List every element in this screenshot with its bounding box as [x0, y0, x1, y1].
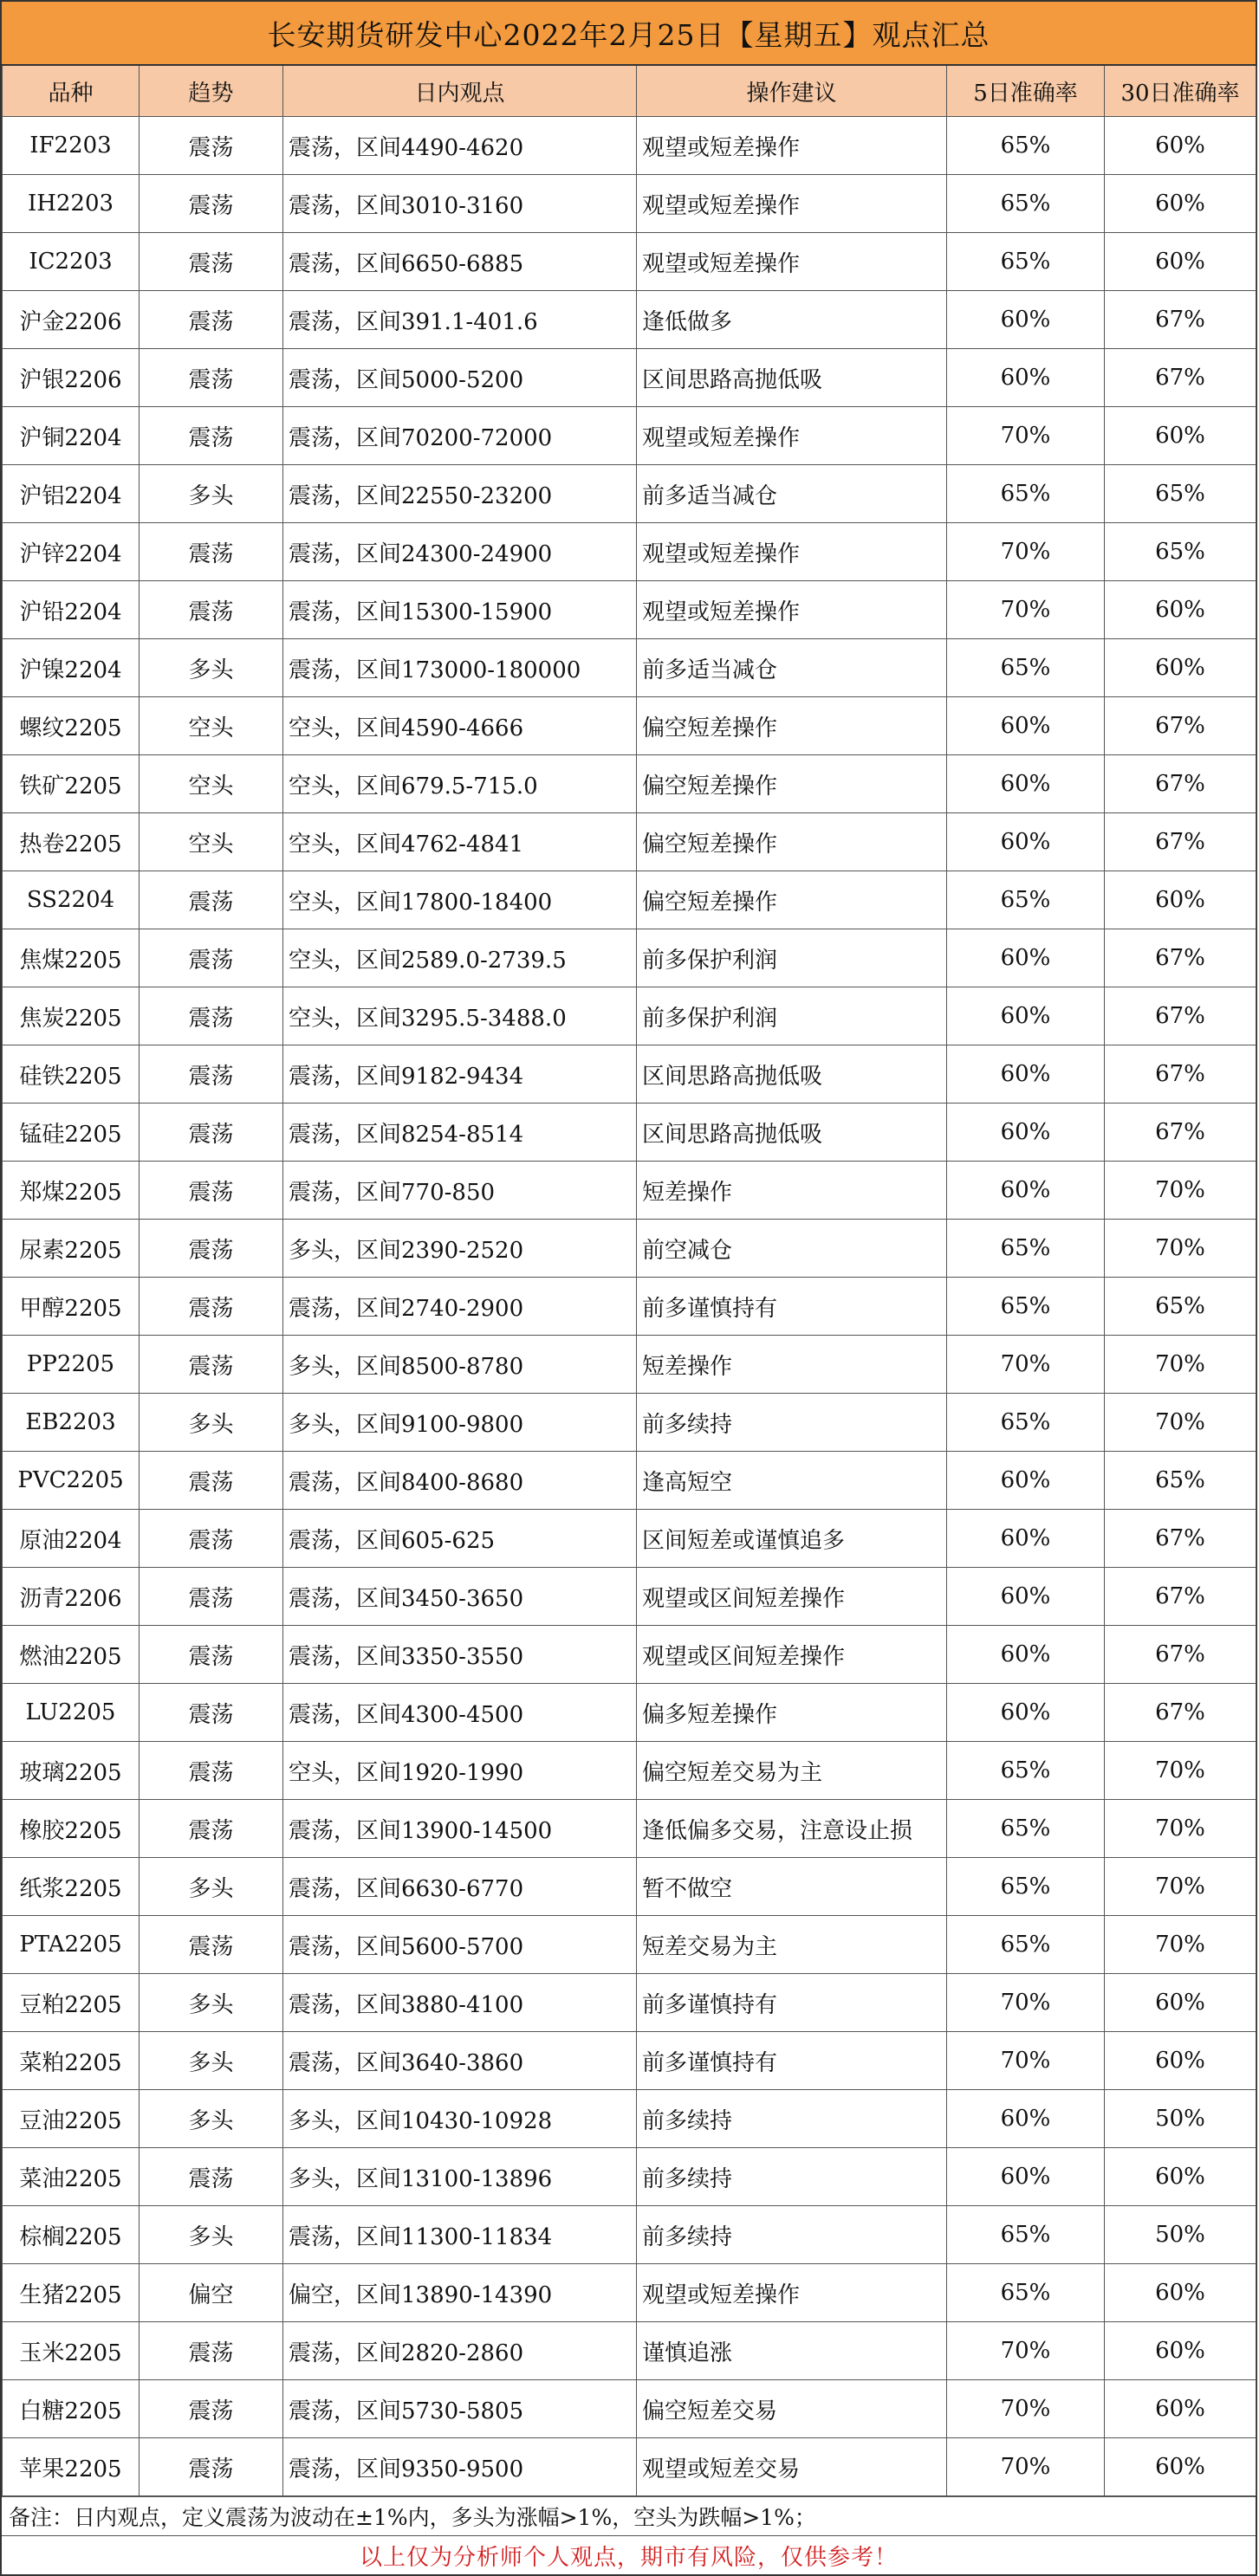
cell-variety: PVC2205	[3, 1452, 140, 1510]
cell-variety: 豆粕2205	[3, 1974, 140, 2032]
cell-5day-accuracy: 60%	[947, 1510, 1105, 1568]
cell-intraday-view: 空头，区间4762-4841	[283, 813, 637, 871]
cell-5day-accuracy: 60%	[947, 1045, 1105, 1104]
table-row	[3, 1568, 1256, 1626]
cell-intraday-view: 震荡，区间391.1-401.6	[283, 291, 637, 349]
cell-30day-accuracy: 70%	[1105, 1336, 1256, 1394]
cell-trend: 震荡	[140, 1278, 283, 1336]
table-row	[3, 1916, 1256, 1974]
cell-trend: 震荡	[140, 2380, 283, 2438]
cell-trend: 震荡	[140, 1045, 283, 1104]
cell-intraday-view: 震荡，区间8400-8680	[283, 1452, 637, 1510]
cell-suggestion: 偏空短差操作	[637, 755, 947, 813]
cell-5day-accuracy: 65%	[947, 1800, 1105, 1858]
cell-5day-accuracy: 60%	[947, 987, 1105, 1045]
cell-30day-accuracy: 67%	[1105, 813, 1256, 871]
cell-5day-accuracy: 60%	[947, 2090, 1105, 2148]
cell-30day-accuracy: 70%	[1105, 1858, 1256, 1916]
cell-variety: EB2203	[3, 1394, 140, 1452]
cell-30day-accuracy: 70%	[1105, 1742, 1256, 1800]
cell-5day-accuracy: 70%	[947, 581, 1105, 639]
cell-30day-accuracy: 67%	[1105, 349, 1256, 407]
cell-variety: 菜粕2205	[3, 2032, 140, 2090]
header-trend: 趋势	[140, 66, 283, 117]
cell-trend: 震荡	[140, 1336, 283, 1394]
cell-variety: 沪镍2204	[3, 639, 140, 697]
cell-suggestion: 前多续持	[637, 2090, 947, 2148]
table-row	[3, 2322, 1256, 2380]
cell-trend: 震荡	[140, 2438, 283, 2496]
cell-intraday-view: 震荡，区间6630-6770	[283, 1858, 637, 1916]
cell-intraday-view: 偏空，区间13890-14390	[283, 2264, 637, 2322]
cell-intraday-view: 震荡，区间3010-3160	[283, 175, 637, 233]
cell-30day-accuracy: 67%	[1105, 1568, 1256, 1626]
table-row	[3, 2438, 1256, 2496]
header-5day-accuracy: 5日准确率	[947, 66, 1105, 117]
cell-trend: 震荡	[140, 1742, 283, 1800]
cell-5day-accuracy: 70%	[947, 2322, 1105, 2380]
cell-5day-accuracy: 65%	[947, 117, 1105, 175]
cell-suggestion: 观望或短差交易	[637, 2438, 947, 2496]
cell-variety: 沪铝2204	[3, 465, 140, 523]
cell-suggestion: 偏空短差交易为主	[637, 1742, 947, 1800]
cell-variety: 螺纹2205	[3, 697, 140, 755]
cell-30day-accuracy: 60%	[1105, 2380, 1256, 2438]
table-row	[3, 117, 1256, 175]
table-row	[3, 1162, 1256, 1220]
cell-intraday-view: 空头，区间2589.0-2739.5	[283, 929, 637, 987]
cell-30day-accuracy: 67%	[1105, 291, 1256, 349]
cell-variety: 橡胶2205	[3, 1800, 140, 1858]
cell-intraday-view: 空头，区间679.5-715.0	[283, 755, 637, 813]
views-table	[2, 66, 1256, 2496]
cell-5day-accuracy: 65%	[947, 2206, 1105, 2264]
cell-5day-accuracy: 65%	[947, 1858, 1105, 1916]
cell-variety: 尿素2205	[3, 1220, 140, 1278]
cell-30day-accuracy: 60%	[1105, 2148, 1256, 2206]
cell-suggestion: 逢高短空	[637, 1452, 947, 1510]
cell-intraday-view: 震荡，区间5600-5700	[283, 1916, 637, 1974]
cell-30day-accuracy: 50%	[1105, 2206, 1256, 2264]
cell-intraday-view: 震荡，区间11300-11834	[283, 2206, 637, 2264]
cell-trend: 震荡	[140, 1162, 283, 1220]
cell-variety: LU2205	[3, 1684, 140, 1742]
cell-intraday-view: 震荡，区间4490-4620	[283, 117, 637, 175]
cell-trend: 震荡	[140, 117, 283, 175]
cell-suggestion: 偏空短差操作	[637, 813, 947, 871]
cell-variety: 热卷2205	[3, 813, 140, 871]
cell-suggestion: 逢低做多	[637, 291, 947, 349]
cell-intraday-view: 多头，区间10430-10928	[283, 2090, 637, 2148]
cell-5day-accuracy: 60%	[947, 755, 1105, 813]
header-intraday-view: 日内观点	[283, 66, 637, 117]
cell-suggestion: 观望或短差操作	[637, 175, 947, 233]
cell-variety: IH2203	[3, 175, 140, 233]
table-row	[3, 2032, 1256, 2090]
cell-variety: 沪金2206	[3, 291, 140, 349]
cell-suggestion: 前多保护利润	[637, 987, 947, 1045]
table-row	[3, 465, 1256, 523]
cell-trend: 震荡	[140, 1800, 283, 1858]
cell-30day-accuracy: 50%	[1105, 2090, 1256, 2148]
cell-suggestion: 区间思路高抛低吸	[637, 1104, 947, 1162]
cell-5day-accuracy: 70%	[947, 2438, 1105, 2496]
table-row	[3, 2148, 1256, 2206]
table-row	[3, 813, 1256, 871]
cell-variety: 生猪2205	[3, 2264, 140, 2322]
cell-5day-accuracy: 60%	[947, 349, 1105, 407]
cell-5day-accuracy: 60%	[947, 697, 1105, 755]
cell-intraday-view: 震荡，区间3450-3650	[283, 1568, 637, 1626]
cell-intraday-view: 震荡，区间8254-8514	[283, 1104, 637, 1162]
cell-variety: 沪铜2204	[3, 407, 140, 465]
table-row	[3, 2090, 1256, 2148]
cell-30day-accuracy: 60%	[1105, 2264, 1256, 2322]
table-row	[3, 1278, 1256, 1336]
cell-suggestion: 前多保护利润	[637, 929, 947, 987]
cell-variety: 菜油2205	[3, 2148, 140, 2206]
cell-trend: 多头	[140, 2032, 283, 2090]
table-row	[3, 2264, 1256, 2322]
cell-30day-accuracy: 67%	[1105, 755, 1256, 813]
cell-5day-accuracy: 70%	[947, 2380, 1105, 2438]
table-row	[3, 291, 1256, 349]
cell-variety: PP2205	[3, 1336, 140, 1394]
cell-intraday-view: 震荡，区间3640-3860	[283, 2032, 637, 2090]
cell-30day-accuracy: 60%	[1105, 2322, 1256, 2380]
cell-variety: 焦煤2205	[3, 929, 140, 987]
cell-intraday-view: 震荡，区间9182-9434	[283, 1045, 637, 1104]
cell-30day-accuracy: 65%	[1105, 465, 1256, 523]
table-row	[3, 1452, 1256, 1510]
cell-variety: 棕榈2205	[3, 2206, 140, 2264]
table-row	[3, 407, 1256, 465]
cell-suggestion: 观望或区间短差操作	[637, 1626, 947, 1684]
table-row	[3, 929, 1256, 987]
cell-variety: 硅铁2205	[3, 1045, 140, 1104]
cell-30day-accuracy: 70%	[1105, 1916, 1256, 1974]
cell-intraday-view: 多头，区间8500-8780	[283, 1336, 637, 1394]
cell-5day-accuracy: 65%	[947, 639, 1105, 697]
cell-30day-accuracy: 67%	[1105, 1510, 1256, 1568]
table-row	[3, 175, 1256, 233]
cell-trend: 多头	[140, 1394, 283, 1452]
cell-variety: 玻璃2205	[3, 1742, 140, 1800]
cell-intraday-view: 多头，区间13100-13896	[283, 2148, 637, 2206]
cell-intraday-view: 震荡，区间15300-15900	[283, 581, 637, 639]
cell-30day-accuracy: 67%	[1105, 987, 1256, 1045]
table-row	[3, 581, 1256, 639]
table-row	[3, 1684, 1256, 1742]
cell-trend: 多头	[140, 639, 283, 697]
cell-30day-accuracy: 67%	[1105, 1045, 1256, 1104]
table-row	[3, 233, 1256, 291]
cell-30day-accuracy: 67%	[1105, 1684, 1256, 1742]
cell-30day-accuracy: 60%	[1105, 639, 1256, 697]
cell-intraday-view: 震荡，区间9350-9500	[283, 2438, 637, 2496]
cell-5day-accuracy: 65%	[947, 2264, 1105, 2322]
cell-intraday-view: 震荡，区间605-625	[283, 1510, 637, 1568]
cell-trend: 震荡	[140, 1626, 283, 1684]
cell-variety: 白糖2205	[3, 2380, 140, 2438]
table-row	[3, 639, 1256, 697]
cell-suggestion: 偏空短差操作	[637, 871, 947, 929]
cell-intraday-view: 震荡，区间6650-6885	[283, 233, 637, 291]
cell-intraday-view: 震荡，区间24300-24900	[283, 523, 637, 581]
cell-variety: 沪银2206	[3, 349, 140, 407]
cell-30day-accuracy: 60%	[1105, 581, 1256, 639]
cell-variety: SS2204	[3, 871, 140, 929]
header-row	[3, 66, 1256, 117]
cell-suggestion: 观望或短差操作	[637, 2264, 947, 2322]
cell-suggestion: 观望或短差操作	[637, 523, 947, 581]
cell-variety: 锰硅2205	[3, 1104, 140, 1162]
report-title: 长安期货研发中心2022年2月25日【星期五】观点汇总	[2, 0, 1256, 66]
cell-intraday-view: 空头，区间17800-18400	[283, 871, 637, 929]
cell-30day-accuracy: 70%	[1105, 1394, 1256, 1452]
table-row	[3, 2380, 1256, 2438]
cell-intraday-view: 震荡，区间5000-5200	[283, 349, 637, 407]
header-suggestion: 操作建议	[637, 66, 947, 117]
cell-trend: 震荡	[140, 1568, 283, 1626]
cell-trend: 震荡	[140, 407, 283, 465]
cell-5day-accuracy: 65%	[947, 1916, 1105, 1974]
cell-variety: 铁矿2205	[3, 755, 140, 813]
cell-variety: 玉米2205	[3, 2322, 140, 2380]
cell-suggestion: 前多谨慎持有	[637, 1974, 947, 2032]
table-row	[3, 1742, 1256, 1800]
table-row	[3, 1394, 1256, 1452]
cell-variety: 沪锌2204	[3, 523, 140, 581]
cell-30day-accuracy: 60%	[1105, 175, 1256, 233]
cell-30day-accuracy: 60%	[1105, 2032, 1256, 2090]
table-row	[3, 1974, 1256, 2032]
cell-5day-accuracy: 70%	[947, 1974, 1105, 2032]
cell-trend: 震荡	[140, 581, 283, 639]
cell-30day-accuracy: 60%	[1105, 871, 1256, 929]
cell-trend: 多头	[140, 2206, 283, 2264]
table-row	[3, 1045, 1256, 1104]
cell-variety: 苹果2205	[3, 2438, 140, 2496]
cell-trend: 震荡	[140, 2148, 283, 2206]
cell-variety: PTA2205	[3, 1916, 140, 1974]
cell-suggestion: 前多适当减仓	[637, 465, 947, 523]
cell-trend: 空头	[140, 813, 283, 871]
table-row	[3, 871, 1256, 929]
cell-trend: 多头	[140, 2090, 283, 2148]
cell-5day-accuracy: 70%	[947, 407, 1105, 465]
table-row	[3, 349, 1256, 407]
cell-trend: 震荡	[140, 523, 283, 581]
cell-intraday-view: 多头，区间2390-2520	[283, 1220, 637, 1278]
cell-suggestion: 前多谨慎持有	[637, 2032, 947, 2090]
cell-5day-accuracy: 70%	[947, 2032, 1105, 2090]
cell-5day-accuracy: 60%	[947, 1104, 1105, 1162]
cell-5day-accuracy: 60%	[947, 929, 1105, 987]
cell-30day-accuracy: 67%	[1105, 929, 1256, 987]
cell-suggestion: 前空减仓	[637, 1220, 947, 1278]
cell-suggestion: 偏空短差交易	[637, 2380, 947, 2438]
cell-suggestion: 短差操作	[637, 1336, 947, 1394]
cell-intraday-view: 震荡，区间2820-2860	[283, 2322, 637, 2380]
cell-suggestion: 区间思路高抛低吸	[637, 349, 947, 407]
cell-trend: 震荡	[140, 871, 283, 929]
cell-intraday-view: 空头，区间4590-4666	[283, 697, 637, 755]
cell-suggestion: 前多续持	[637, 2148, 947, 2206]
cell-trend: 震荡	[140, 1104, 283, 1162]
cell-30day-accuracy: 70%	[1105, 1800, 1256, 1858]
cell-trend: 震荡	[140, 291, 283, 349]
cell-trend: 震荡	[140, 1510, 283, 1568]
cell-suggestion: 偏多短差操作	[637, 1684, 947, 1742]
cell-intraday-view: 震荡，区间770-850	[283, 1162, 637, 1220]
cell-trend: 震荡	[140, 2322, 283, 2380]
footnote: 备注：日内观点，定义震荡为波动在±1%内，多头为涨幅>1%，空头为跌幅>1%；	[2, 2496, 1256, 2536]
table-row	[3, 2206, 1256, 2264]
cell-5day-accuracy: 65%	[947, 465, 1105, 523]
cell-suggestion: 区间短差或谨慎追多	[637, 1510, 947, 1568]
cell-30day-accuracy: 65%	[1105, 523, 1256, 581]
cell-5day-accuracy: 65%	[947, 1394, 1105, 1452]
cell-suggestion: 观望或短差操作	[637, 233, 947, 291]
cell-trend: 空头	[140, 697, 283, 755]
cell-intraday-view: 震荡，区间3350-3550	[283, 1626, 637, 1684]
cell-suggestion: 观望或区间短差操作	[637, 1568, 947, 1626]
cell-variety: 甲醇2205	[3, 1278, 140, 1336]
cell-trend: 多头	[140, 1974, 283, 2032]
cell-trend: 震荡	[140, 1220, 283, 1278]
cell-5day-accuracy: 60%	[947, 2148, 1105, 2206]
cell-30day-accuracy: 70%	[1105, 1220, 1256, 1278]
cell-trend: 震荡	[140, 175, 283, 233]
cell-30day-accuracy: 65%	[1105, 1278, 1256, 1336]
cell-suggestion: 观望或短差操作	[637, 581, 947, 639]
cell-suggestion: 前多适当减仓	[637, 639, 947, 697]
cell-trend: 多头	[140, 465, 283, 523]
cell-5day-accuracy: 60%	[947, 1162, 1105, 1220]
cell-5day-accuracy: 65%	[947, 1278, 1105, 1336]
cell-5day-accuracy: 60%	[947, 813, 1105, 871]
cell-suggestion: 短差操作	[637, 1162, 947, 1220]
cell-intraday-view: 空头，区间1920-1990	[283, 1742, 637, 1800]
cell-suggestion: 前多续持	[637, 2206, 947, 2264]
cell-suggestion: 观望或短差操作	[637, 407, 947, 465]
cell-5day-accuracy: 65%	[947, 1220, 1105, 1278]
table-row	[3, 1510, 1256, 1568]
table-row	[3, 987, 1256, 1045]
cell-30day-accuracy: 67%	[1105, 1104, 1256, 1162]
cell-variety: 燃油2205	[3, 1626, 140, 1684]
table-row	[3, 1220, 1256, 1278]
cell-trend: 空头	[140, 755, 283, 813]
cell-30day-accuracy: 60%	[1105, 1974, 1256, 2032]
cell-suggestion: 观望或短差操作	[637, 117, 947, 175]
cell-intraday-view: 震荡，区间3880-4100	[283, 1974, 637, 2032]
cell-5day-accuracy: 65%	[947, 175, 1105, 233]
cell-intraday-view: 空头，区间3295.5-3488.0	[283, 987, 637, 1045]
cell-trend: 偏空	[140, 2264, 283, 2322]
cell-variety: 豆油2205	[3, 2090, 140, 2148]
disclaimer: 以上仅为分析师个人观点，期市有风险，仅供参考！	[2, 2536, 1256, 2576]
cell-30day-accuracy: 65%	[1105, 1452, 1256, 1510]
cell-variety: 焦炭2205	[3, 987, 140, 1045]
header-variety: 品种	[3, 66, 140, 117]
cell-trend: 震荡	[140, 349, 283, 407]
table-row	[3, 1858, 1256, 1916]
cell-trend: 多头	[140, 1858, 283, 1916]
cell-trend: 震荡	[140, 233, 283, 291]
table-body	[3, 117, 1256, 2496]
table-row	[3, 1104, 1256, 1162]
cell-5day-accuracy: 65%	[947, 1742, 1105, 1800]
cell-5day-accuracy: 60%	[947, 1626, 1105, 1684]
cell-30day-accuracy: 60%	[1105, 2438, 1256, 2496]
cell-intraday-view: 震荡，区间2740-2900	[283, 1278, 637, 1336]
cell-30day-accuracy: 60%	[1105, 117, 1256, 175]
cell-intraday-view: 震荡，区间13900-14500	[283, 1800, 637, 1858]
cell-suggestion: 偏空短差操作	[637, 697, 947, 755]
header-30day-accuracy: 30日准确率	[1105, 66, 1256, 117]
cell-intraday-view: 多头，区间9100-9800	[283, 1394, 637, 1452]
cell-trend: 震荡	[140, 929, 283, 987]
cell-variety: IF2203	[3, 117, 140, 175]
table-row	[3, 1336, 1256, 1394]
cell-5day-accuracy: 60%	[947, 291, 1105, 349]
cell-5day-accuracy: 65%	[947, 233, 1105, 291]
cell-variety: 郑煤2205	[3, 1162, 140, 1220]
cell-30day-accuracy: 67%	[1105, 697, 1256, 755]
cell-suggestion: 前多谨慎持有	[637, 1278, 947, 1336]
cell-5day-accuracy: 70%	[947, 523, 1105, 581]
cell-5day-accuracy: 60%	[947, 1568, 1105, 1626]
table-row	[3, 1800, 1256, 1858]
cell-30day-accuracy: 60%	[1105, 407, 1256, 465]
cell-variety: 原油2204	[3, 1510, 140, 1568]
cell-suggestion: 逢低偏多交易，注意设止损	[637, 1800, 947, 1858]
cell-intraday-view: 震荡，区间4300-4500	[283, 1684, 637, 1742]
cell-variety: IC2203	[3, 233, 140, 291]
cell-intraday-view: 震荡，区间22550-23200	[283, 465, 637, 523]
cell-intraday-view: 震荡，区间5730-5805	[283, 2380, 637, 2438]
cell-variety: 沪铅2204	[3, 581, 140, 639]
cell-5day-accuracy: 60%	[947, 1684, 1105, 1742]
table-row	[3, 755, 1256, 813]
cell-suggestion: 短差交易为主	[637, 1916, 947, 1974]
cell-30day-accuracy: 70%	[1105, 1162, 1256, 1220]
cell-trend: 震荡	[140, 987, 283, 1045]
table-row	[3, 1626, 1256, 1684]
table-row	[3, 697, 1256, 755]
cell-suggestion: 暂不做空	[637, 1858, 947, 1916]
cell-variety: 沥青2206	[3, 1568, 140, 1626]
cell-intraday-view: 震荡，区间70200-72000	[283, 407, 637, 465]
table-row	[3, 523, 1256, 581]
cell-suggestion: 谨慎追涨	[637, 2322, 947, 2380]
cell-5day-accuracy: 60%	[947, 1452, 1105, 1510]
cell-30day-accuracy: 67%	[1105, 1626, 1256, 1684]
cell-intraday-view: 震荡，区间173000-180000	[283, 639, 637, 697]
cell-trend: 震荡	[140, 1684, 283, 1742]
cell-30day-accuracy: 60%	[1105, 233, 1256, 291]
cell-variety: 纸浆2205	[3, 1858, 140, 1916]
cell-suggestion: 前多续持	[637, 1394, 947, 1452]
cell-trend: 震荡	[140, 1916, 283, 1974]
cell-5day-accuracy: 65%	[947, 871, 1105, 929]
cell-5day-accuracy: 70%	[947, 1336, 1105, 1394]
cell-trend: 震荡	[140, 1452, 283, 1510]
cell-suggestion: 区间思路高抛低吸	[637, 1045, 947, 1104]
